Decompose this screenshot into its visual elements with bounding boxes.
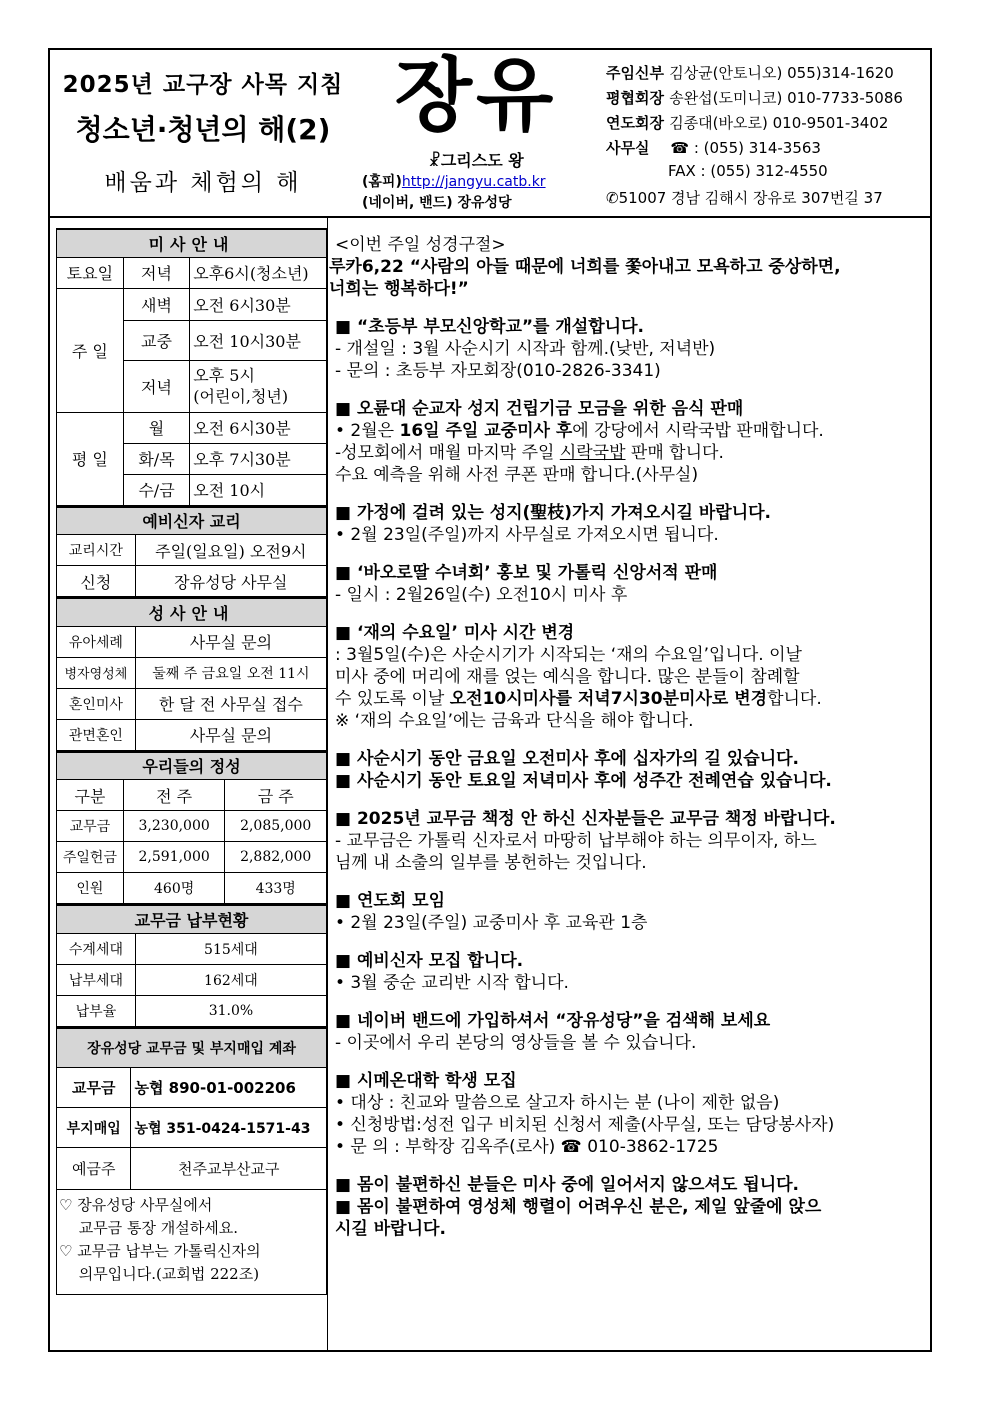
catechumen-title: 예비신자 교리 [57, 507, 327, 535]
notice-parents-school: ■ “초등부 부모신앙학교”를 개설합니다. - 개설일 : 3월 사순시기 시작과 함께.(낮반, 저녁반) - 문의 : 초등부 자모회장(010-2826-3341) [335, 317, 716, 381]
table-row: 혼인미사 한 달 전 사무실 접수 [57, 688, 327, 719]
dues-table [56, 904, 327, 1027]
offerings-table [56, 751, 327, 905]
table-header-row: 구분 전 주 금 주 [57, 780, 327, 811]
notice-pauline-sisters: ■ ‘바오로딸 수녀회’ 홍보 및 가톨릭 신앙서적 판매 - 일시 : 2월26일(수) 오전10시 미사 후 [335, 563, 718, 605]
sacraments-table [56, 597, 327, 751]
band-line: (네이버, 밴드) 장유성당 [362, 195, 512, 211]
table-row: 부지매입 농협 351-0424-1571-43 [57, 1108, 327, 1148]
homepage-label: (홈피) [362, 174, 402, 190]
table-row: 교중 오전 10시30분 [57, 320, 327, 360]
gospel-section: <이번 주일 성경구절> 루카6,22 “사람의 아들 때문에 너희를 쫓아내고 모욕하고 중상하면, 너희는 행복하다!” [335, 234, 925, 300]
table-row: 인원 460명 433명 [57, 873, 327, 904]
table-row: 유아세례 사무실 문의 [57, 626, 327, 657]
table-row: 관면혼인 사무실 문의 [57, 719, 327, 750]
notice-lent: ■ 사순시기 동안 금요일 오전미사 후에 십자가의 길 있습니다. ■ 사순시기 동안 토요일 저녁미사 후에 성주간 전례연습 있습니다. [335, 749, 832, 791]
contact-office: 사무실 ☎ : (055) 314-3563 [606, 139, 821, 157]
mass-table [56, 228, 327, 506]
table-row: 주일헌금 2,591,000 2,882,000 [57, 842, 327, 873]
catechumen-table [56, 506, 327, 598]
table-row: 예금주 천주교부산교구 [57, 1148, 327, 1190]
contact-address: ✆51007 경남 김해시 장유로 307번길 37 [606, 189, 883, 207]
notice-catechumen: ■ 예비신자 모집 합니다. • 3월 중순 교리반 시작 합니다. [335, 951, 569, 993]
table-row: 주 일 새벽 오전 6시30분 [57, 288, 327, 320]
column-divider [327, 218, 328, 1352]
table-row: 평 일 월 오전 6시30분 [57, 412, 327, 443]
pastoral-theme-line2: 청소년·청년의 해(2) [75, 113, 331, 146]
notice-yeondo: ■ 연도회 모임 • 2월 23일(주일) 교중미사 후 교육관 1층 [335, 891, 648, 933]
bulletin-subtitle: ☧그리스도 왕 [428, 151, 524, 170]
notice-food-sale: ■ 오륜대 순교자 성지 건립기금 모금을 위한 음식 판매 • 2월은 16일 주일 교중미사 후에 강당에서 시락국밥 판매합니다. -성모회에서 매월 마지막 주일 시락국밥 판매 합니다. 수요 예측을 위해 사전 쿠폰 판매 합니다.(사무실) [335, 399, 824, 485]
contact-fax: FAX : (055) 312-4550 [668, 162, 828, 180]
notice-naver-band: ■ 네이버 밴드에 가입하셔서 “장유성당”을 검색해 보세요 - 이곳에서 우리 본당의 영상들을 볼 수 있습니다. [335, 1011, 771, 1053]
table-row: 교무금 농협 890-01-002206 [57, 1068, 327, 1108]
table-row: 저녁 오후 5시 (어린이,청년) [57, 360, 327, 412]
table-row: 납부세대 162세대 [57, 964, 327, 995]
table-row: 화/목 오후 7시30분 [57, 443, 327, 474]
offerings-title: 우리들의 정성 [57, 752, 327, 780]
notice-simeon-college: ■ 시메온대학 학생 모집 • 대상 : 친교와 말씀으로 살고자 하시는 분 (나이 제한 없음) • 신청방법:성전 입구 비치된 신청서 제출(사무실, 또는 담당봉사자) • 문 의 : 부학장 김옥주(로사) ☎ 010-3862-1725 [335, 1071, 835, 1157]
table-row: 수계세대 515세대 [57, 933, 327, 964]
notice-ash-wednesday: ■ ‘재의 수요일’ 미사 시간 변경 : 3월5일(수)은 사순시기가 시작되는 ‘재의 수요일’입니다. 이날 미사 중에 머리에 재를 얹는 예식을 합니다. 많은 분들이 참례할 수 있도록 이날 오전10시미사를 저녁7시30분미사로 변경합니다. ※ ‘재의 수요일’에는 금육과 단식을 해야 합니다. [335, 623, 822, 731]
table-row: 교무금 3,230,000 2,085,000 [57, 811, 327, 842]
accounts-title: 장유성당 교무금 및 부지매입 계좌 [57, 1028, 327, 1068]
pastoral-theme-line3: 배움과 체험의 해 [104, 170, 302, 196]
gospel-title: <이번 주일 성경구절> [335, 235, 506, 255]
mass-title: 미사안내 [57, 229, 327, 257]
table-row: 납부율 31.0% [57, 995, 327, 1026]
pastoral-theme-line1: 2025년 교구장 사목 지침 [62, 72, 344, 98]
notice-dues: ■ 2025년 교무금 책정 안 하신 신자분들은 교무금 책정 바랍니다. - 교무금은 가톨릭 신자로서 마땅히 납부해야 하는 의무이자, 하느 님께 내 소출의 일부를 봉헌하는 것입니다. [335, 809, 836, 873]
contact-yeondo: 연도회장 김종대(바오로) 010-9501-3402 [606, 114, 889, 132]
header-divider [48, 216, 932, 218]
contact-pastor: 주임신부 김상균(안토니오) 055)314-1620 [606, 64, 894, 82]
notice-palm-branches: ■ 가정에 걸려 있는 성지(聖枝)가지 가져오시길 바랍니다. • 2월 23일(주일)까지 사무실로 가져오시면 됩니다. [335, 503, 772, 545]
homepage-link[interactable]: http://jangyu.catb.kr [401, 174, 546, 190]
table-row: 병자영성체 둘째 주 금요일 오전 11시 [57, 657, 327, 688]
left-column [56, 228, 327, 1295]
sacraments-title: 성사안내 [57, 598, 327, 626]
dues-title: 교무금 납부현황 [57, 905, 327, 933]
table-row: 교리시간 주일(일요일) 오전9시 [57, 535, 327, 566]
accounts-table [56, 1027, 327, 1191]
table-row: 토요일 저녁 오후6시(청소년) [57, 257, 327, 288]
notices-column [329, 234, 925, 1240]
notice-disabled: ■ 몸이 불편하신 분들은 미사 중에 일어서지 않으셔도 됩니다. ■ 몸이 불편하여 영성체 행렬이 어려우신 분은, 제일 앞줄에 앉으 시길 바랍니다. [335, 1175, 822, 1239]
contact-council: 평협회장 송완섭(도미니코) 010-7733-5086 [606, 89, 903, 107]
homepage-line [362, 171, 546, 191]
bulletin-title: 장유 [394, 49, 558, 142]
table-row: 수/금 오전 10시 [57, 474, 327, 505]
accounts-notes: ♡ 장유성당 사무실에서 교무금 통장 개설하세요. ♡ 교무금 납부는 가톨릭신자의 의무입니다.(교회법 222조) [56, 1190, 327, 1295]
table-row: 신청 장유성당 사무실 [57, 566, 327, 597]
